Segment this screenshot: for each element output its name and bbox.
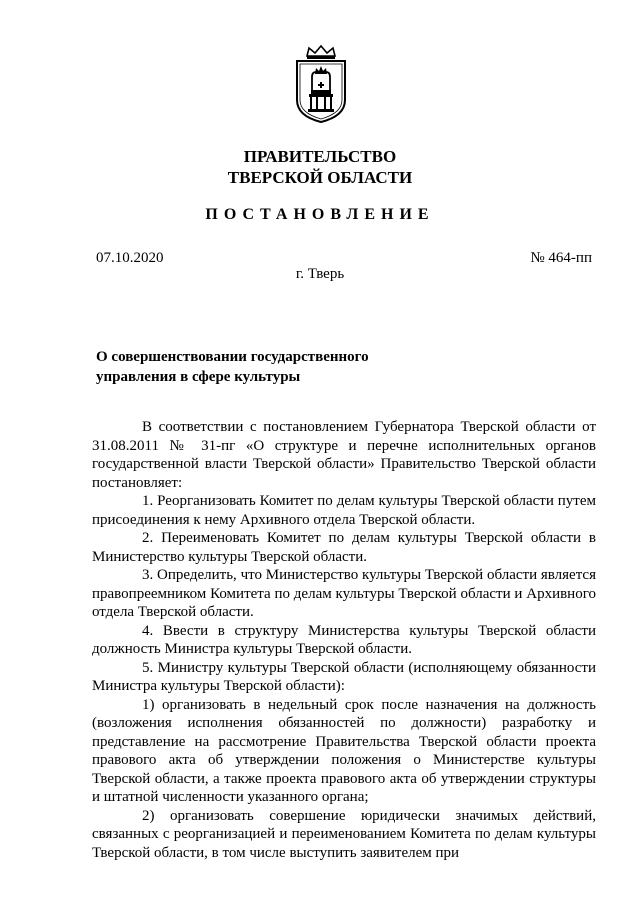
document-city: г. Тверь — [295, 266, 345, 282]
body-paragraph: 2) организовать совершение юридически значимых действий, связанных с реорганизацией и переименованием Комитета по делам культуры Тверской области, в том числе выступить заявителем при — [92, 807, 596, 861]
document-number: № 464-пп — [530, 250, 592, 266]
document-body — [92, 418, 596, 862]
document-date: 07.10.2020 — [96, 250, 164, 266]
body-paragraph: 5. Министру культуры Тверской области (исполняющему обязанности Министра культуры Тверской области): — [92, 659, 596, 694]
document-subject — [96, 347, 416, 387]
tver-coat-of-arms-icon — [291, 44, 351, 124]
government-title-line2: ТВЕРСКОЙ ОБЛАСТИ — [227, 168, 413, 187]
body-paragraph: 2. Переименовать Комитет по делам культуры Тверской области в Министерство культуры Тверской области. — [92, 530, 596, 565]
body-paragraph: В соответствии с постановлением Губернатора Тверской области от 31.08.2011 № 31-пг «О структуре и перечне исполнительных органов государственной власти Тверской области» Правительство Тверской области постановляет: — [92, 419, 596, 491]
subject-line1: О совершенствовании государственного — [96, 349, 369, 365]
document-type-heading: ПОСТАНОВЛЕНИЕ — [205, 206, 435, 223]
body-paragraph: 4. Ввести в структуру Министерства культуры Тверской области должность Министра культуры Тверской области. — [92, 622, 596, 657]
body-paragraph: 1. Реорганизовать Комитет по делам культуры Тверской области путем присоединения к нему Архивного отдела Тверской области. — [92, 493, 596, 528]
body-paragraph: 3. Определить, что Министерство культуры Тверской области является правопреемником Комитета по делам культуры Тверской области и Архивного отдела Тверской области. — [92, 567, 596, 620]
subject-line2: управления в сфере культуры — [96, 369, 301, 385]
government-title-line1: ПРАВИТЕЛЬСТВО — [243, 147, 397, 166]
body-paragraph: 1) организовать в недельный срок после назначения на должность (возложения исполнения обязанностей по должности) разработку и представление на рассмотрение Правительства Тверской области проекта правового акта об утверждении положения о Министерстве культуры Тверской области, а также проекта правового акта об утверждении структуры и штатной численности указанного органа; — [92, 696, 596, 805]
